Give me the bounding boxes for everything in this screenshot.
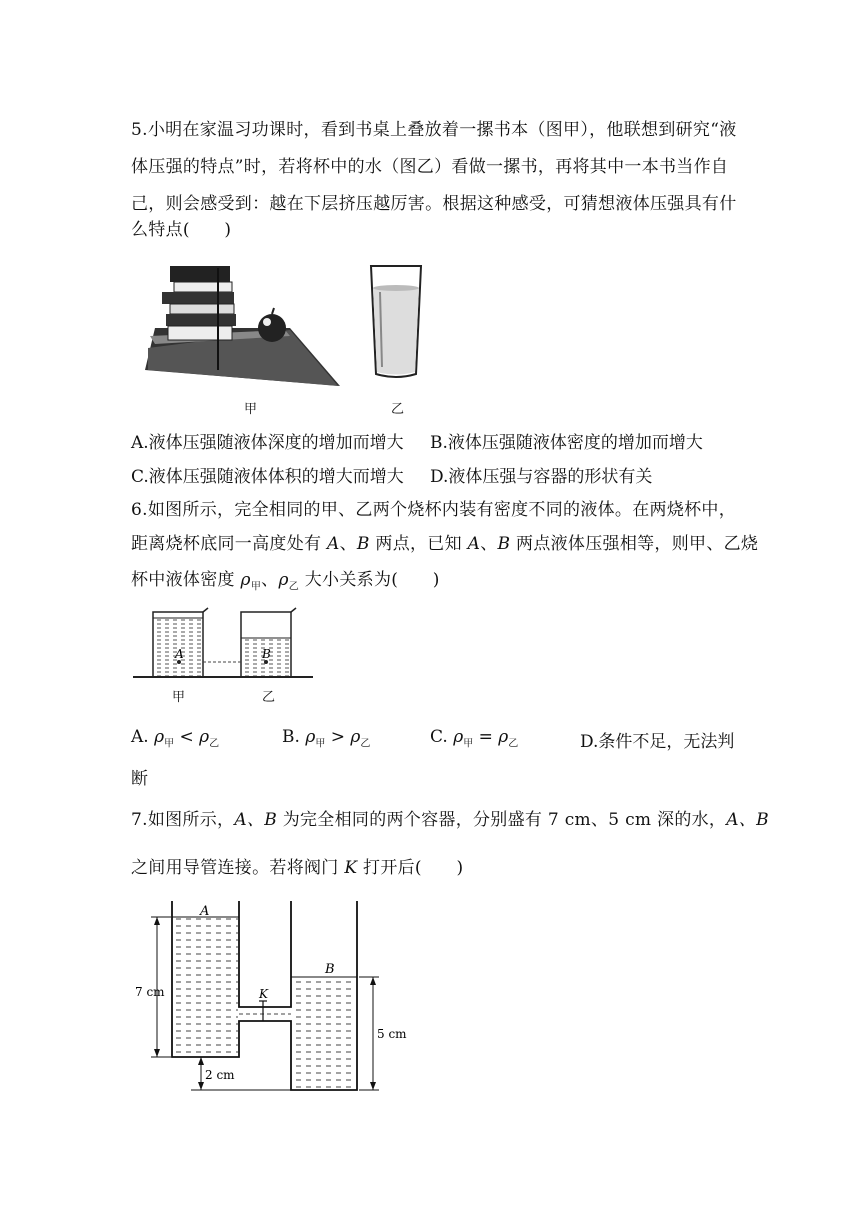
q6-option-d[interactable]: D.条件不足，无法判 — [580, 732, 735, 752]
q5-option-c[interactable]: C.液体压强随液体体积的增大而增大 — [131, 467, 404, 487]
q6-line-3: 杯中液体密度 $\rho_甲$、$\rho_乙$ 大小关系为( ) — [131, 570, 440, 593]
q5-caption-jia: 甲 — [244, 402, 258, 417]
q5-option-a[interactable]: A.液体压强随液体深度的增加而增大 — [131, 433, 404, 453]
q5-line-3: 己，则会感受到：越在下层挤压越厉害。根据这种感受，可猜想液体压强具有什 — [131, 194, 737, 214]
q6-option-d-cont: 断 — [131, 769, 148, 789]
glass-figure — [366, 262, 426, 380]
dim-2cm-label: 2 cm — [205, 1068, 235, 1082]
valve-label-k: K — [259, 987, 268, 1001]
q6-caption-yi: 乙 — [262, 690, 276, 705]
q5-option-b[interactable]: B.液体压强随液体密度的增加而增大 — [430, 433, 703, 453]
q6-option-a[interactable]: A. $\rho_甲 < \rho_乙$ — [131, 727, 220, 750]
connected-containers-figure — [135, 895, 410, 1100]
q5-option-d[interactable]: D.液体压强与容器的形状有关 — [430, 467, 653, 487]
q6-line-2: 距离烧杯底同一高度处有 A、B 两点，已知 A、B 两点液体压强相等，则甲、乙烧 — [131, 534, 759, 554]
q6-option-b[interactable]: B. $\rho_甲 > \rho_乙$ — [282, 727, 371, 750]
q6-caption-jia: 甲 — [172, 690, 186, 705]
books-figure — [140, 258, 345, 393]
q5-line-1: 5.小明在家温习功课时，看到书桌上叠放着一摞书本（图甲），他联想到研究“液 — [131, 120, 737, 140]
q5-line-2: 体压强的特点”时，若将杯中的水（图乙）看做一摞书，再将其中一本书当作自 — [131, 157, 729, 177]
beaker-label-b: B — [262, 647, 271, 661]
dim-5cm-label: 5 cm — [377, 1027, 407, 1041]
dim-7cm-label: 7 cm — [135, 985, 165, 999]
beaker-label-a: A — [175, 647, 184, 661]
q6-line-1: 6.如图所示，完全相同的甲、乙两个烧杯内装有密度不同的液体。在两烧杯中， — [131, 500, 737, 520]
container-label-b: B — [325, 962, 335, 977]
q5-caption-yi: 乙 — [391, 402, 405, 417]
q5-line-4: 么特点( ) — [131, 220, 232, 240]
q6-option-c[interactable]: C. $\rho_甲 = \rho_乙$ — [430, 727, 519, 750]
q7-line-1: 7.如图所示，A、B 为完全相同的两个容器，分别盛有 7 cm、5 cm 深的水，A、B — [131, 810, 769, 830]
beakers-figure — [133, 606, 313, 686]
q7-line-2: 之间用导管连接。若将阀门 K 打开后( ) — [131, 858, 464, 878]
container-label-a: A — [200, 904, 210, 919]
